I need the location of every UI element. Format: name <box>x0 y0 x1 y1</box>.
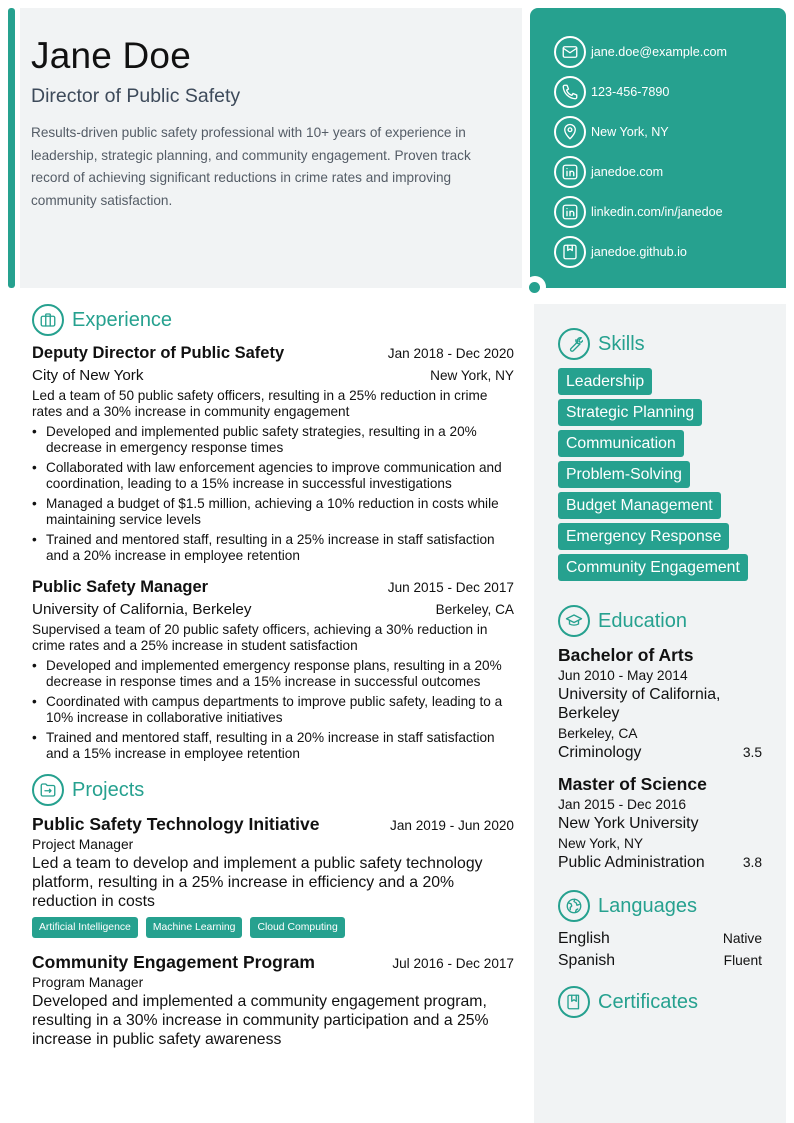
project-title: Public Safety Technology Initiative <box>32 814 320 834</box>
bullet-item: • Developed and implemented public safety strategies, resulting in a 20% decrease in emergency response times <box>32 424 514 456</box>
language-level: Fluent <box>723 953 762 968</box>
skill-tag: Problem-Solving <box>558 461 690 488</box>
skill-list <box>558 368 786 585</box>
bullet-item: • Developed and implemented emergency response plans, resulting in a 20% decrease in response times and a 15% increase in successful outcomes <box>32 658 514 690</box>
skills-heading <box>558 328 786 360</box>
education-school: New York University <box>558 815 699 832</box>
education-degree: Master of Science <box>558 774 707 794</box>
experience-date: Jan 2018 - Dec 2020 <box>387 346 514 361</box>
experience-heading <box>32 304 514 336</box>
contact-github-text: janedoe.github.io <box>591 245 687 259</box>
project-icon <box>32 774 64 806</box>
skills-title: Skills <box>598 332 645 355</box>
language-list <box>558 930 786 970</box>
certificates-heading <box>558 986 786 1018</box>
education-field: Criminology <box>558 744 642 761</box>
education-date: Jan 2015 - Dec 2016 <box>558 797 687 812</box>
language-name: Spanish <box>558 952 616 969</box>
phone-icon <box>554 76 586 108</box>
contact-location-text: New York, NY <box>591 125 669 139</box>
education-field: Public Administration <box>558 854 705 871</box>
github-icon <box>554 236 586 268</box>
contact-linkedin-text: linkedin.com/in/janedoe <box>591 205 723 219</box>
contact-email-text: jane.doe@example.com <box>591 45 727 59</box>
contact-phone[interactable] <box>554 72 786 112</box>
education-item <box>558 645 786 762</box>
language-item <box>558 930 762 948</box>
header-panel <box>20 8 522 288</box>
contact-website[interactable] <box>554 152 786 192</box>
skill-tag: Leadership <box>558 368 652 395</box>
candidate-name: Jane Doe <box>31 35 191 76</box>
project-tag: Cloud Computing <box>250 917 344 938</box>
experience-description: Led a team of 50 public safety officers, resulting in a 25% reduction in crime rates and a 30% increase in community engagement <box>32 388 488 419</box>
email-icon <box>554 36 586 68</box>
projects-heading <box>32 774 514 806</box>
globe-icon <box>558 890 590 922</box>
project-date: Jan 2019 - Jun 2020 <box>390 818 514 833</box>
project-title: Community Engagement Program <box>32 952 315 972</box>
languages-heading <box>558 890 786 922</box>
bullet-item: • Coordinated with campus departments to improve public safety, leading to a 10% increase in collaborative initiatives <box>32 694 514 726</box>
languages-title: Languages <box>598 894 697 917</box>
project-date: Jul 2016 - Dec 2017 <box>392 956 514 971</box>
language-level: Native <box>722 931 762 946</box>
skill-tag: Communication <box>558 430 684 457</box>
summary: Results-driven public safety professional with 10+ years of experience in leadership, strategic planning, and community engagement. Proven track record of achieving significant reductions in crime rates and improving community satisfaction. <box>31 125 471 208</box>
experience-job-title: Deputy Director of Public Safety <box>32 344 285 362</box>
experience-location: New York, NY <box>430 368 514 383</box>
experience-description: Supervised a team of 20 public safety officers, achieving a 30% reduction in crime rates and a 25% increase in student satisfaction <box>32 622 488 653</box>
contact-website-text: janedoe.com <box>591 165 664 179</box>
header-dot-inner <box>529 282 540 293</box>
project-description: Led a team to develop and implement a public safety technology platform, resulting in a 25% increase in efficiency and a 20% reduction in costs <box>32 855 483 910</box>
contact-github[interactable] <box>554 232 786 272</box>
accent-bar <box>8 8 15 288</box>
projects-title: Projects <box>72 778 145 801</box>
bullet-item: • Managed a budget of $1.5 million, achieving a 10% reduction in costs while maintaining service levels <box>32 496 514 528</box>
education-date: Jun 2010 - May 2014 <box>558 668 688 683</box>
bullet-item: • Trained and mentored staff, resulting in a 25% increase in staff satisfaction and a 20% increase in employee retention <box>32 532 514 564</box>
language-item <box>558 952 762 970</box>
linkedin-icon <box>554 196 586 228</box>
graduation-cap-icon <box>558 605 590 637</box>
education-item <box>558 774 786 872</box>
experience-org: University of California, Berkeley <box>32 601 252 618</box>
experience-item <box>32 344 514 564</box>
experience-bullets <box>32 658 514 762</box>
project-tag: Machine Learning <box>146 917 243 938</box>
education-location: New York, NY <box>558 836 644 851</box>
education-school: University of California, Berkeley <box>558 686 721 722</box>
project-tags <box>32 917 514 938</box>
education-gpa: 3.8 <box>742 855 762 870</box>
skill-tag: Community Engagement <box>558 554 748 581</box>
skill-tag: Budget Management <box>558 492 721 519</box>
education-gpa: 3.5 <box>742 745 762 760</box>
skill-tag: Strategic Planning <box>558 399 702 426</box>
experience-org: City of New York <box>32 367 144 384</box>
bullet-item: • Trained and mentored staff, resulting in a 20% increase in staff satisfaction and a 15% increase in employee retention <box>32 730 514 762</box>
project-tag: Artificial Intelligence <box>32 917 138 938</box>
education-title: Education <box>598 609 687 632</box>
briefcase-icon <box>32 304 64 336</box>
skill-tag: Emergency Response <box>558 523 729 550</box>
wrench-icon <box>558 328 590 360</box>
linkedin-icon <box>554 156 586 188</box>
project-item <box>32 814 514 938</box>
certificate-icon <box>558 986 590 1018</box>
contact-phone-text: 123-456-7890 <box>591 85 670 99</box>
candidate-title: Director of Public Safety <box>31 85 241 107</box>
experience-location: Berkeley, CA <box>435 602 514 617</box>
experience-title: Experience <box>72 308 173 331</box>
experience-bullets <box>32 424 514 564</box>
certificates-title: Certificates <box>598 990 699 1013</box>
location-icon <box>554 116 586 148</box>
project-role: Program Manager <box>32 975 144 990</box>
education-location: Berkeley, CA <box>558 726 638 741</box>
experience-item <box>32 578 514 762</box>
education-heading <box>558 605 786 637</box>
contact-email[interactable] <box>554 32 786 72</box>
contact-panel <box>530 8 786 288</box>
main-column <box>32 304 514 1049</box>
bullet-item: • Collaborated with law enforcement agencies to improve communication and coordination, leading to a 15% increase in successful investigations <box>32 460 514 492</box>
contact-linkedin[interactable] <box>554 192 786 232</box>
project-item <box>32 952 514 1049</box>
project-description: Developed and implemented a community engagement program, resulting in a 30% increase in community participation and a 25% increase in public safety awareness <box>32 993 489 1048</box>
contact-location <box>554 112 786 152</box>
sidebar <box>534 304 786 1123</box>
project-role: Project Manager <box>32 837 134 852</box>
experience-job-title: Public Safety Manager <box>32 578 209 596</box>
education-degree: Bachelor of Arts <box>558 645 694 665</box>
language-name: English <box>558 930 610 947</box>
experience-date: Jun 2015 - Dec 2017 <box>387 580 514 595</box>
